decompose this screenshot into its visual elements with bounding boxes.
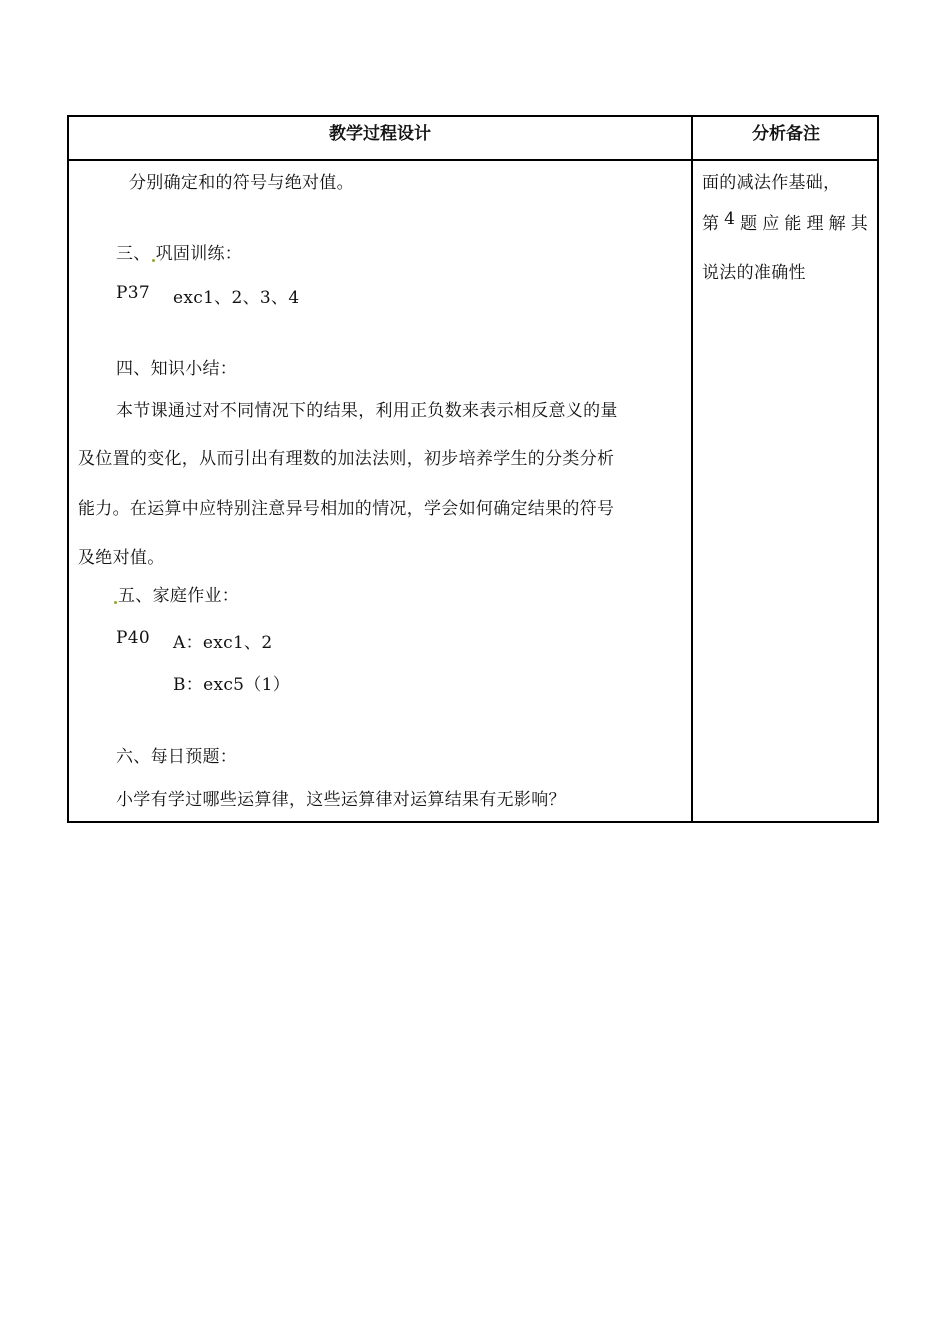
p40-part-a: A：exc1、2 (173, 633, 273, 653)
header-divider (69, 159, 877, 161)
header-analysis-notes: 分析备注 (752, 124, 820, 144)
p40-page: P40 (116, 628, 150, 648)
section-3-rest: 巩固训练： (155, 244, 243, 264)
header-teaching-process: 教学过程设计 (329, 124, 431, 144)
note-char: 第 (702, 214, 720, 234)
p37-exercises: exc1、2、3、4 (173, 288, 300, 308)
section-5-text: 五、家庭作业： (118, 586, 240, 606)
intro-line: 分别确定和的符号与绝对值。 (129, 173, 354, 193)
summary-line-2: 及位置的变化，从而引出有理数的加法法则，初步培养学生的分类分析 (78, 449, 615, 469)
summary-line-3: 能力。在运算中应特别注意异号相加的情况，学会如何确定结果的符号 (78, 499, 615, 519)
note-char: 能 (784, 214, 802, 234)
note-line-1: 面的减法作基础， (702, 173, 841, 193)
note-char: 理 (806, 214, 824, 234)
note-char: 其 (850, 214, 868, 234)
summary-line-1: 本节课通过对不同情况下的结果，利用正负数来表示相反意义的量 (116, 401, 618, 421)
section-3-prefix: 三、 (116, 244, 151, 264)
note-line-3: 说法的准确性 (702, 263, 806, 283)
section-6-title: 六、每日预题： (116, 747, 238, 767)
summary-line-4: 及绝对值。 (78, 548, 165, 568)
section-4-title: 四、知识小结： (116, 359, 238, 379)
preview-question: 小学有学过哪些运算律，这些运算律对运算结果有无影响？ (116, 790, 566, 810)
note-char: 应 (762, 214, 780, 234)
column-divider (691, 117, 693, 821)
dot-mark (114, 601, 117, 604)
dot-mark (152, 259, 155, 262)
p37-page: P37 (116, 283, 150, 303)
note-char: 4 (724, 209, 736, 229)
p40-part-b: B：exc5（1） (173, 675, 290, 695)
note-line-2 (702, 209, 868, 234)
note-char: 解 (828, 214, 846, 234)
section-3-title (116, 239, 242, 264)
section-5-title (113, 581, 239, 606)
note-char: 题 (740, 214, 758, 234)
